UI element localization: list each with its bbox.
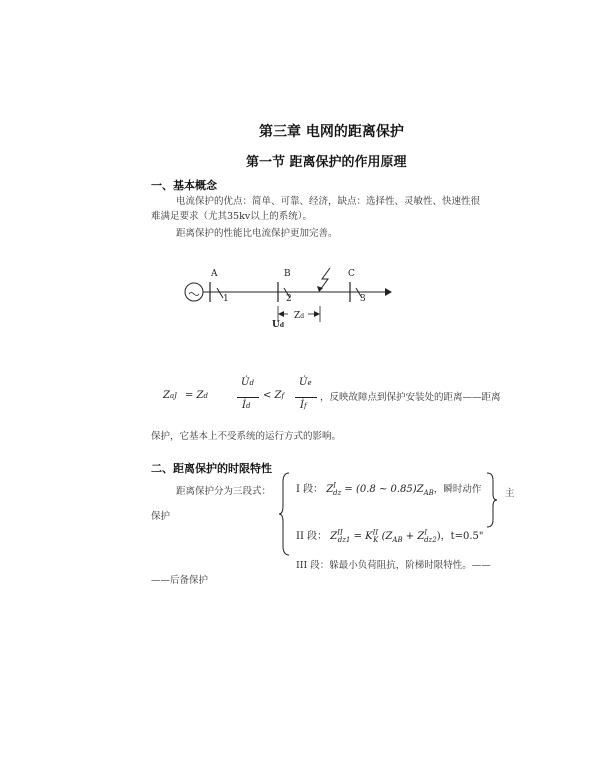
frac2-denominator: İf bbox=[300, 400, 307, 411]
source-generator bbox=[185, 283, 203, 301]
formula-zd: = Zd bbox=[185, 390, 208, 401]
frac1-denominator: İd bbox=[242, 400, 251, 411]
paragraph-distance-protection: 距离保护的性能比电流保护更加完善。 bbox=[176, 228, 338, 239]
right-brace bbox=[485, 472, 497, 528]
breaker-2-label: 2 bbox=[286, 294, 292, 304]
paragraph-current-protection-line2: 难满足要求（尤其35kv以上的系统）。 bbox=[151, 211, 312, 222]
chapter-title: 第三章 电网的距离保护 bbox=[259, 124, 404, 140]
backup-protection: ——后备保护 bbox=[151, 575, 209, 586]
bus-b-label: B bbox=[284, 269, 291, 279]
frac2-numerator: U̇e bbox=[299, 377, 312, 388]
stage2-row: II 段： $Z^{II}_{dz1} = K^{II}_K$ $(Z_{AB} + Z^I_{dz2})$，t=0.5" bbox=[296, 528, 484, 544]
main-protection-char: 主 bbox=[505, 488, 515, 499]
frac2-bar bbox=[295, 397, 317, 398]
frac1-bar bbox=[237, 397, 259, 398]
formula-lhs: ZaJ bbox=[163, 390, 177, 401]
breaker-3-label: 3 bbox=[360, 294, 366, 304]
stages-intro: 距离保护分为三段式： bbox=[176, 486, 272, 497]
formula-zf: < Zf bbox=[263, 390, 285, 401]
ud-label: Ud bbox=[272, 320, 285, 330]
section-title: 第一节 距离保护的作用原理 bbox=[246, 155, 407, 170]
left-brace bbox=[279, 472, 291, 556]
bus-a-label: A bbox=[211, 269, 218, 279]
formula-continuation: 保护，它基本上不受系统的运行方式的影响。 bbox=[151, 431, 342, 442]
frac1-numerator: U̇d bbox=[241, 377, 254, 388]
formula-comment: ，反映故障点到保护安装处的距离——距离 bbox=[320, 392, 501, 403]
source-tilde-icon bbox=[189, 293, 199, 296]
heading-time-characteristic: 二、距离保护的时限特性 bbox=[151, 462, 272, 475]
protect-label: 保护 bbox=[151, 511, 171, 522]
heading-basic-concept: 一、基本概念 bbox=[151, 179, 217, 192]
bus-c-label: C bbox=[348, 269, 355, 279]
paragraph-current-protection-line1: 电流保护的优点：简单、可靠、经济，缺点：选择性、灵敏性、快速性很 bbox=[176, 196, 481, 207]
zd-label: Zd bbox=[294, 311, 305, 321]
breaker-1-label: 1 bbox=[223, 294, 229, 304]
stage1-row: I 段： $Z^I_{dz} = (0.8$ ~ $0.85)Z_{AB}$，瞬时动作 bbox=[296, 481, 482, 497]
stage3-row: III 段：躲最小负荷阻抗，阶梯时限特性。—— bbox=[296, 560, 491, 571]
fault-lightning-icon bbox=[320, 268, 330, 290]
line-arrow-icon bbox=[385, 288, 392, 296]
